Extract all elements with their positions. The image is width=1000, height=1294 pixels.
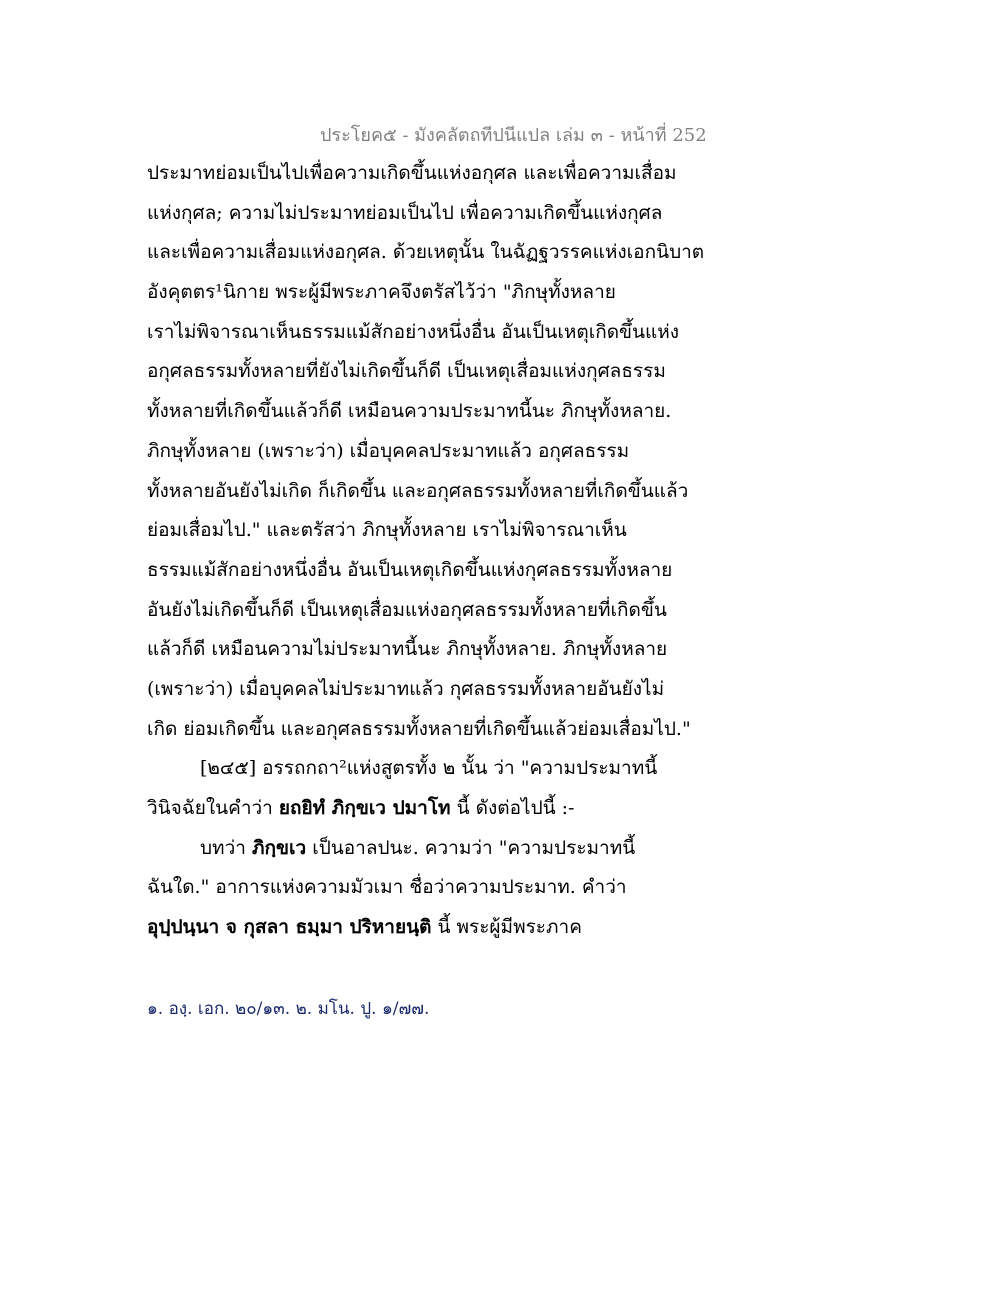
paragraph-245-line: [๒๔๕] อรรถกถา²แห่งสูตรทั้ง ๒ นั้น ว่า "ความประมาทนี้	[200, 757, 658, 780]
text-line: อกุศลธรรมทั้งหลายที่ยังไม่เกิดขึ้นก็ดี เป็นเหตุเสื่อมแห่งกุศลธรรม	[147, 360, 666, 383]
pali-term: ภิกฺขเว	[251, 836, 307, 859]
text-line: เกิด ย่อมเกิดขึ้น และอกุศลธรรมทั้งหลายที่เกิดขึ้นแล้วย่อมเสื่อมไป."	[147, 717, 691, 740]
line-text: นี้ ดังต่อไปนี้ :-	[450, 797, 575, 819]
pali-term: ยถยิทํ ภิกฺขเว ปมาโท	[278, 797, 451, 819]
text-line: แล้วก็ดี เหมือนความไม่ประมาทนี้นะ ภิกษุทั้งหลาย. ภิกษุทั้งหลาย	[147, 638, 668, 661]
paragraph-245-line	[147, 789, 707, 829]
text-line: ธรรมแม้สักอย่างหนึ่งอื่น อันเป็นเหตุเกิดขึ้นแห่งกุศลธรรมทั้งหลาย	[147, 558, 673, 581]
paragraph-line: ฉันใด." อาการแห่งความมัวเมา ชื่อว่าความประมาท. คำว่า	[147, 876, 627, 899]
text-line: แห่งกุศล; ความไม่ประมาทย่อมเป็นไป เพื่อความเกิดขึ้นแห่งกุศล	[147, 201, 663, 224]
pali-term: อุปฺปนฺนา จ กุสลา ธมฺมา ปริหายนฺติ	[147, 916, 432, 939]
paragraph-line	[147, 908, 707, 948]
text-line: เราไม่พิจารณาเห็นธรรมแม้สักอย่างหนึ่งอื่น อันเป็นเหตุเกิดขึ้นแห่ง	[147, 320, 680, 343]
body-text	[147, 154, 707, 948]
line-text: เป็นอาลปนะ. ความว่า "ความประมาทนี้	[306, 836, 636, 859]
line-text: นี้ พระผู้มีพระภาค	[431, 916, 582, 939]
line-text: บทว่า	[200, 836, 252, 859]
line-text: วินิจฉัยในคำว่า	[147, 797, 279, 819]
text-line: ประมาทย่อมเป็นไปเพื่อความเกิดขึ้นแห่งอกุศล และเพื่อความเสื่อม	[147, 162, 677, 184]
text-line: และเพื่อความเสื่อมแห่งอกุศล. ด้วยเหตุนั้น ในฉัฏฐวรรคแห่งเอกนิบาต	[147, 241, 705, 264]
paragraph-line	[147, 829, 707, 869]
text-line: อังคุตตร¹นิกาย พระผู้มีพระภาคจึงตรัสไว้ว่า "ภิกษุทั้งหลาย	[147, 281, 616, 304]
footnote: ๑. องฺ. เอก. ๒๐/๑๓. ๒. มโน. ปู. ๑/๗๗.	[147, 999, 430, 1019]
text-line: ภิกษุทั้งหลาย (เพราะว่า) เมื่อบุคคลประมาทแล้ว อกุศลธรรม	[147, 439, 630, 462]
page-header: ประโยค๕ - มังคลัตถทีปนีแปล เล่ม ๓ - หน้าที่ 252	[320, 125, 707, 146]
text-line: ทั้งหลายอันยังไม่เกิด ก็เกิดขึ้น และอกุศลธรรมทั้งหลายที่เกิดขึ้นแล้ว	[147, 479, 689, 502]
text-line: ทั้งหลายที่เกิดขึ้นแล้วก็ดี เหมือนความประมาทนี้นะ ภิกษุทั้งหลาย.	[147, 400, 672, 423]
text-line: อันยังไม่เกิดขึ้นก็ดี เป็นเหตุเสื่อมแห่งอกุศลธรรมทั้งหลายที่เกิดขึ้น	[147, 598, 667, 621]
text-line: (เพราะว่า) เมื่อบุคคลไม่ประมาทแล้ว กุศลธรรมทั้งหลายอันยังไม่	[147, 677, 665, 700]
text-line: ย่อมเสื่อมไป." และตรัสว่า ภิกษุทั้งหลาย เราไม่พิจารณาเห็น	[147, 519, 627, 542]
